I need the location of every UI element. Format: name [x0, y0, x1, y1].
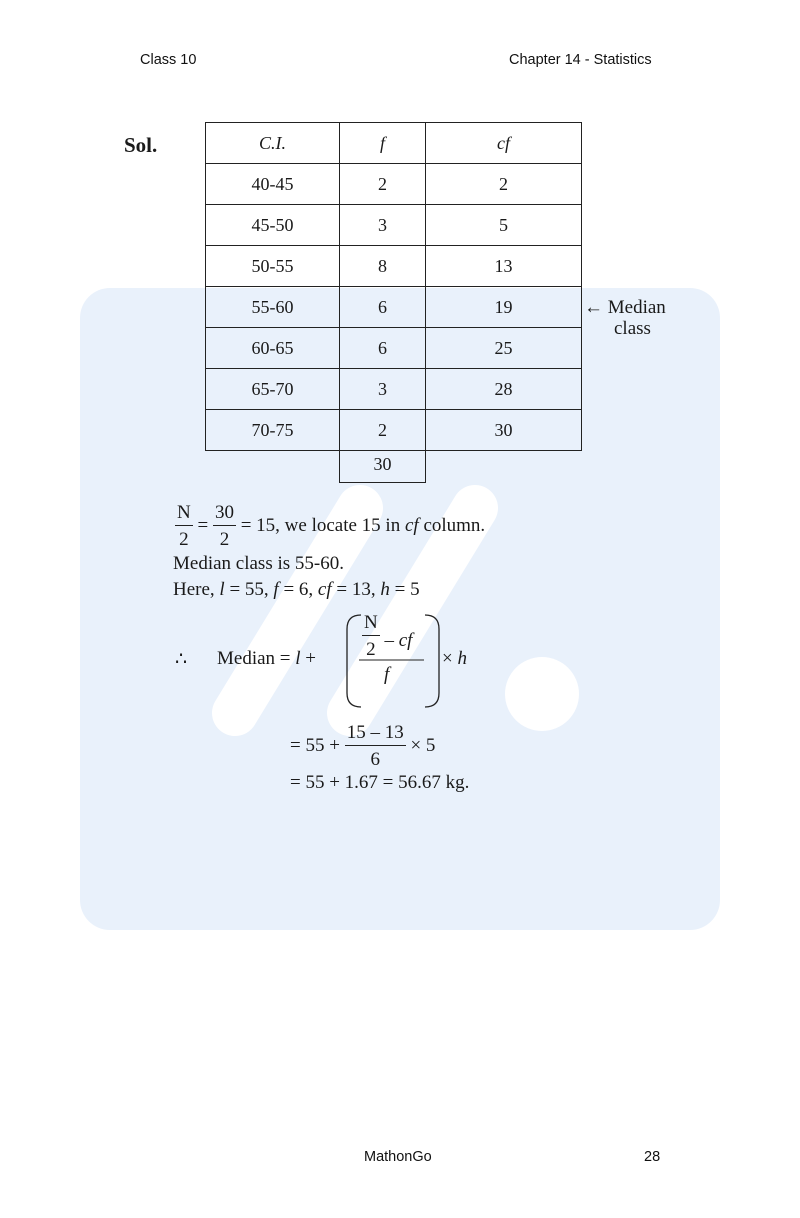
cell-ci: 45-50: [206, 205, 340, 246]
cell-ci: 70-75: [206, 410, 340, 451]
fraction-n-over-2: $\frac{N}{2}$: [177, 502, 191, 550]
table-row: [206, 369, 582, 410]
step-values: Here, l = 55, f = 6, cf = 13, h = 5: [173, 579, 420, 600]
header-chapter: Chapter 14 - Statistics: [509, 52, 652, 68]
table-row: [206, 410, 582, 451]
step-substitution: = 55 + $\frac{15 - 13}{6}$ × 5: [290, 722, 436, 770]
table-row: [206, 246, 582, 287]
left-arrow-icon: ←: [584, 297, 603, 318]
cell-cf: 25: [426, 328, 582, 369]
annotation-line1: Median: [607, 297, 666, 318]
cell-ci: 40-45: [206, 164, 340, 205]
cell-ci: 65-70: [206, 369, 340, 410]
therefore-symbol: ∴: [175, 649, 188, 670]
table-header-row: [206, 123, 582, 164]
cell-f: 3: [340, 369, 426, 410]
inner-fraction-n-over-2: $\frac{N}{2}$ – cf: [364, 612, 413, 660]
formula-denominator-f: f: [384, 664, 390, 685]
column-header-cumulative-frequency: cf: [426, 123, 582, 164]
column-header-class-interval: C.I.: [206, 123, 340, 164]
median-class-annotation: [584, 297, 666, 339]
formula-times-h: × h: [442, 648, 467, 669]
fraction-30-over-2: $\frac{30}{2}$: [214, 502, 234, 550]
cell-ci: 50-55: [206, 246, 340, 287]
cell-ci: 55-60: [206, 287, 340, 328]
cell-f: 3: [340, 205, 426, 246]
median-formula-lhs: Median = l +: [217, 648, 317, 669]
annotation-line2: class: [614, 318, 651, 339]
table-row-median-class: [206, 287, 582, 328]
cell-f: 6: [340, 287, 426, 328]
cell-f: 2: [340, 164, 426, 205]
frequency-table: [205, 122, 582, 451]
cell-ci: 60-65: [206, 328, 340, 369]
table-row: [206, 164, 582, 205]
footer-brand: MathonGo: [364, 1149, 432, 1165]
cell-cf: 5: [426, 205, 582, 246]
cell-cf: 2: [426, 164, 582, 205]
fraction-15-13-over-6: $\frac{15 - 13}{6}$: [346, 722, 404, 770]
cell-cf: 30: [426, 410, 582, 451]
table-row: [206, 328, 582, 369]
cell-cf: 19: [426, 287, 582, 328]
cell-f: 6: [340, 328, 426, 369]
cell-cf: 13: [426, 246, 582, 287]
cell-cf: 28: [426, 369, 582, 410]
solution-label: Sol.: [124, 133, 158, 157]
step-median-class: Median class is 55-60.: [173, 553, 344, 574]
table-row: [206, 205, 582, 246]
header-class: Class 10: [140, 52, 197, 68]
step-final-answer: = 55 + 1.67 = 56.67 kg.: [290, 772, 470, 793]
cell-f: 2: [340, 410, 426, 451]
column-header-frequency: f: [340, 123, 426, 164]
cell-f: 8: [340, 246, 426, 287]
step-n-over-2: $\frac{N}{2}$ = $\frac{30}{2}$ = 15, we locate 15 in cf column.: [177, 502, 486, 550]
page-number: 28: [644, 1149, 661, 1165]
frequency-total: 30: [339, 447, 426, 483]
